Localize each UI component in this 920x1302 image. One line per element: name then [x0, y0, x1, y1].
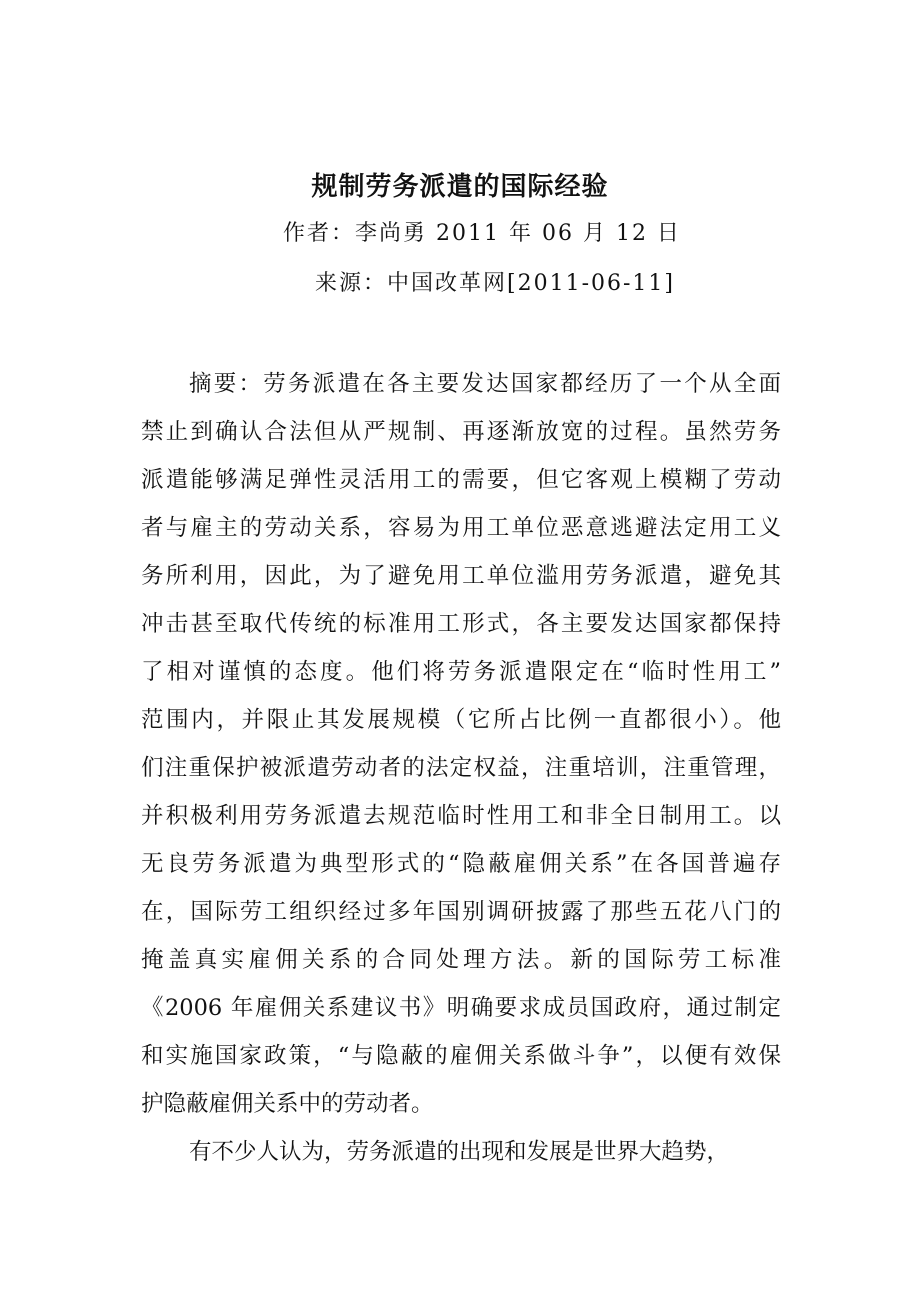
text-line: 掩盖真实雇佣关系的合同处理方法。新的国际劳工标准	[141, 947, 781, 973]
text-line: 《2006 年雇佣关系建议书》明确要求成员国政府，通过制定	[141, 995, 781, 1021]
text-line: 范围内，并限止其发展规模（它所占比例一直都很小）。他	[141, 707, 781, 733]
text-line: 和实施国家政策，“与隐蔽的雇佣关系做斗争”，以便有效保	[141, 1043, 781, 1069]
text-line: 们注重保护被派遣劳动者的法定权益，注重培训，注重管理，	[141, 755, 781, 781]
text-line: 无良劳务派遣为典型形式的“隐蔽雇佣关系”在各国普遍存	[141, 851, 781, 877]
text-line: 者与雇主的劳动关系，容易为用工单位恶意逃避法定用工义	[141, 515, 781, 541]
text-line: 摘要：劳务派遣在各主要发达国家都经历了一个从全面	[189, 371, 781, 397]
document-title: 规制劳务派遣的国际经验	[311, 172, 609, 202]
source-line: 来源：中国改革网[2011-06-11]	[315, 271, 676, 296]
author-line: 作者：李尚勇 2011 年 06 月 12 日	[283, 221, 681, 246]
text-line: 务所利用，因此，为了避免用工单位滥用劳务派遣，避免其	[141, 563, 781, 589]
text-line: 了相对谨慎的态度。他们将劳务派遣限定在“临时性用工”	[141, 659, 781, 685]
text-line: 并积极利用劳务派遣去规范临时性用工和非全日制用工。以	[141, 803, 781, 829]
text-line: 禁止到确认合法但从严规制、再逐渐放宽的过程。虽然劳务	[141, 419, 781, 445]
abstract-body	[141, 360, 781, 1176]
text-line: 派遣能够满足弹性灵活用工的需要，但它客观上模糊了劳动	[141, 467, 781, 493]
text-line: 在，国际劳工组织经过多年国别调研披露了那些五花八门的	[141, 899, 781, 925]
text-line: 有不少人认为，劳务派遣的出现和发展是世界大趋势，	[189, 1139, 730, 1165]
text-line: 护隐蔽雇佣关系中的劳动者。	[141, 1091, 434, 1117]
text-line: 冲击甚至取代传统的标准用工形式，各主要发达国家都保持	[141, 611, 781, 637]
